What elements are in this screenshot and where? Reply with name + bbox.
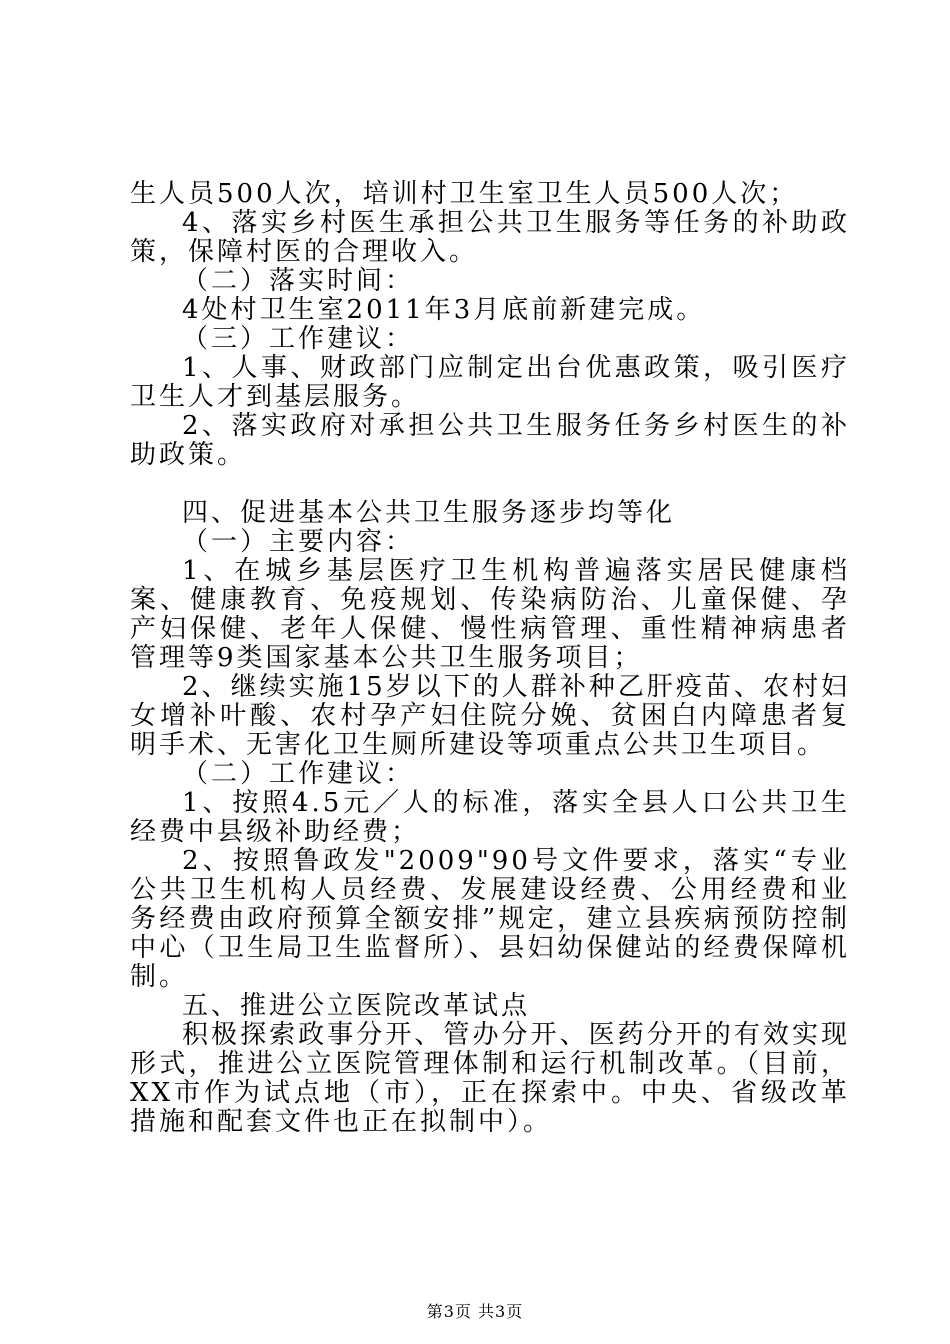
paragraph-suggestion-1: 1、人事、财政部门应制定出台优惠政策，吸引医疗卫生人才到基层服务。 xyxy=(130,353,850,412)
subheading-work-suggestions: （三）工作建议： xyxy=(182,324,415,354)
paragraph-suggestion-2: 2、落实政府对承担公共卫生服务任务乡村医生的补助政策。 xyxy=(130,411,850,470)
subheading-main-content: （一）主要内容： xyxy=(182,527,415,557)
paragraph-continuation: 生人员500人次，培训村卫生室卫生人员500人次； xyxy=(130,179,799,209)
body-text xyxy=(130,180,850,1137)
section-heading-4: 四、促进基本公共卫生服务逐步均等化 xyxy=(182,498,676,528)
subheading-work-suggestions-2: （二）工作建议： xyxy=(182,759,415,789)
paragraph-time-detail: 4处村卫生室2011年3月底前新建完成。 xyxy=(182,295,706,325)
paragraph-suggestion-funding-2: 2、按照鲁政发"2009"90号文件要求，落实“专业公共卫生机构人员经费、发展建设经费、公用经费和业务经费由政府预算全额安排”规定，建立县疾病预防控制中心（卫生局卫生监督所）、县妇幼保健站的经费保障机制。 xyxy=(130,846,850,992)
paragraph-content-1: 1、在城乡基层医疗卫生机构普遍落实居民健康档案、健康教育、免疫规划、传染病防治、儿童保健、孕产妇保健、老年人保健、慢性病管理、重性精神病患者管理等9类国家基本公共卫生服务项目； xyxy=(130,556,850,673)
paragraph-item-4: 4、落实乡村医生承担公共卫生服务等任务的补助政策，保障村医的合理收入。 xyxy=(130,208,850,267)
paragraph-hospital-reform: 积极探索政事分开、管办分开、医药分开的有效实现形式，推进公立医院管理体制和运行机制改革。（目前，XX市作为试点地（市），正在探索中。中央、省级改革措施和配套文件也正在拟制中）。 xyxy=(130,1020,850,1137)
subheading-implementation-time: （二）落实时间： xyxy=(182,266,415,296)
paragraph-suggestion-funding-1: 1、按照4.5元／人的标准，落实全县人口公共卫生经费中县级补助经费； xyxy=(130,788,850,847)
paragraph-content-2: 2、继续实施15岁以下的人群补种乙肝疫苗、农村妇女增补叶酸、农村孕产妇住院分娩、贫困白内障患者复明手术、无害化卫生厕所建设等项重点公共卫生项目。 xyxy=(130,672,850,760)
page-number-footer: 第3页 共3页 xyxy=(426,1302,524,1321)
section-heading-5: 五、推进公立医院改革试点 xyxy=(182,991,531,1021)
